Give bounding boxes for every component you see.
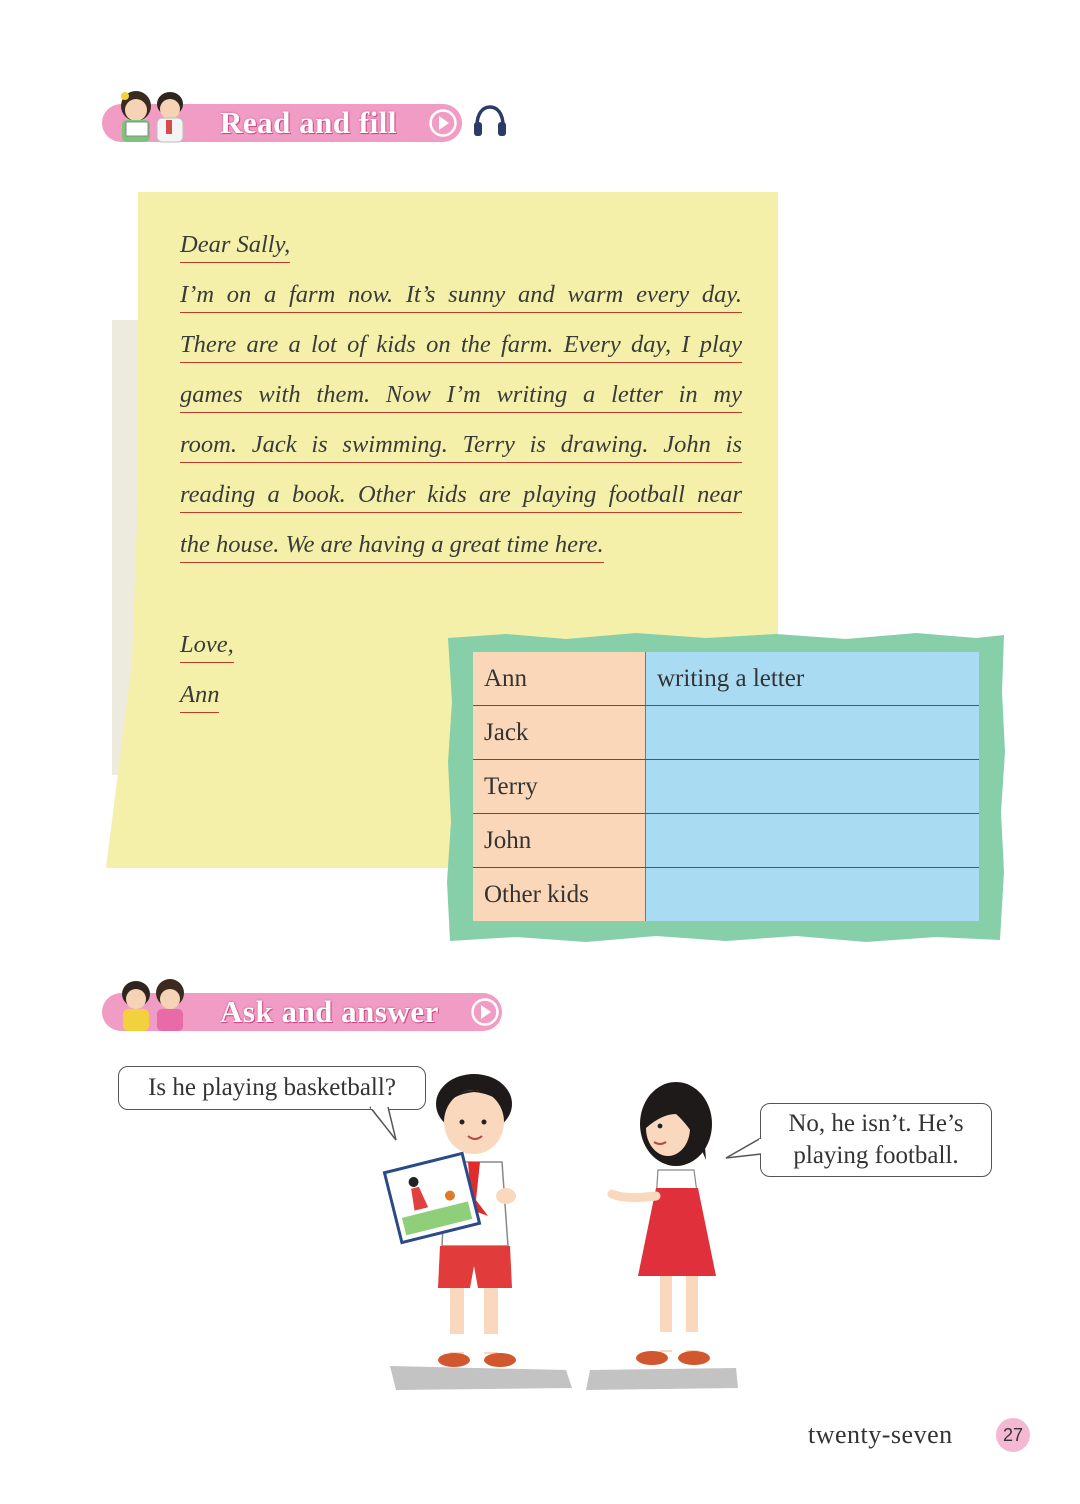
page-number-badge: 27 (996, 1418, 1030, 1452)
table-activity-cell[interactable] (646, 760, 980, 814)
table-name-cell: John (473, 814, 646, 868)
letter-line: games with them. Now I’m writing a letter in my (180, 378, 742, 413)
table-activity-cell[interactable] (646, 868, 980, 922)
table-row (473, 868, 979, 922)
table-activity-cell[interactable] (646, 706, 980, 760)
letter-signature: Ann (180, 678, 219, 713)
answer-bubble-tail (724, 1134, 762, 1162)
answer-text-line: No, he isn’t. He’s (788, 1110, 964, 1137)
table-name-cell: Jack (473, 706, 646, 760)
letter-line: the house. We are having a great time here. (180, 528, 604, 563)
table-row (473, 706, 979, 760)
answer-bubble (760, 1103, 992, 1177)
ask-answer-banner (102, 993, 502, 1031)
question-text: Is he playing basketball? (148, 1074, 396, 1101)
table-name-cell: Ann (473, 652, 646, 706)
question-bubble (118, 1066, 426, 1110)
letter-line: I’m on a farm now. It’s sunny and warm every day. (180, 278, 742, 313)
table-name-cell: Terry (473, 760, 646, 814)
kids-reading-icon (110, 86, 194, 144)
letter-closing: Love, (180, 628, 234, 663)
page-number-word: twenty-seven (808, 1420, 953, 1449)
table-row (473, 760, 979, 814)
arrow-right-circle-icon[interactable] (428, 108, 458, 138)
kids-talking-icon (110, 975, 194, 1033)
table-row (473, 652, 979, 706)
headphones-icon[interactable] (472, 104, 508, 138)
boy-girl-illustration (376, 1070, 752, 1410)
question-bubble-tail (368, 1106, 398, 1142)
table-row (473, 814, 979, 868)
letter-greeting: Dear Sally, (180, 228, 290, 263)
table-activity-cell[interactable] (646, 814, 980, 868)
letter-line: room. Jack is swimming. Terry is drawing. John is (180, 428, 742, 463)
section-title-ask-answer: Ask and answer (220, 994, 439, 1029)
answer-text-line: playing football. (793, 1142, 959, 1169)
arrow-right-circle-icon[interactable] (470, 997, 500, 1027)
table-activity-cell[interactable]: writing a letter (646, 652, 980, 706)
section-title-read-fill: Read and fill (220, 105, 398, 140)
table-name-cell: Other kids (473, 868, 646, 922)
read-fill-banner (102, 104, 462, 142)
letter-line: There are a lot of kids on the farm. Every day, I play (180, 328, 742, 363)
activity-table (473, 652, 979, 921)
letter-line: reading a book. Other kids are playing football near (180, 478, 742, 513)
